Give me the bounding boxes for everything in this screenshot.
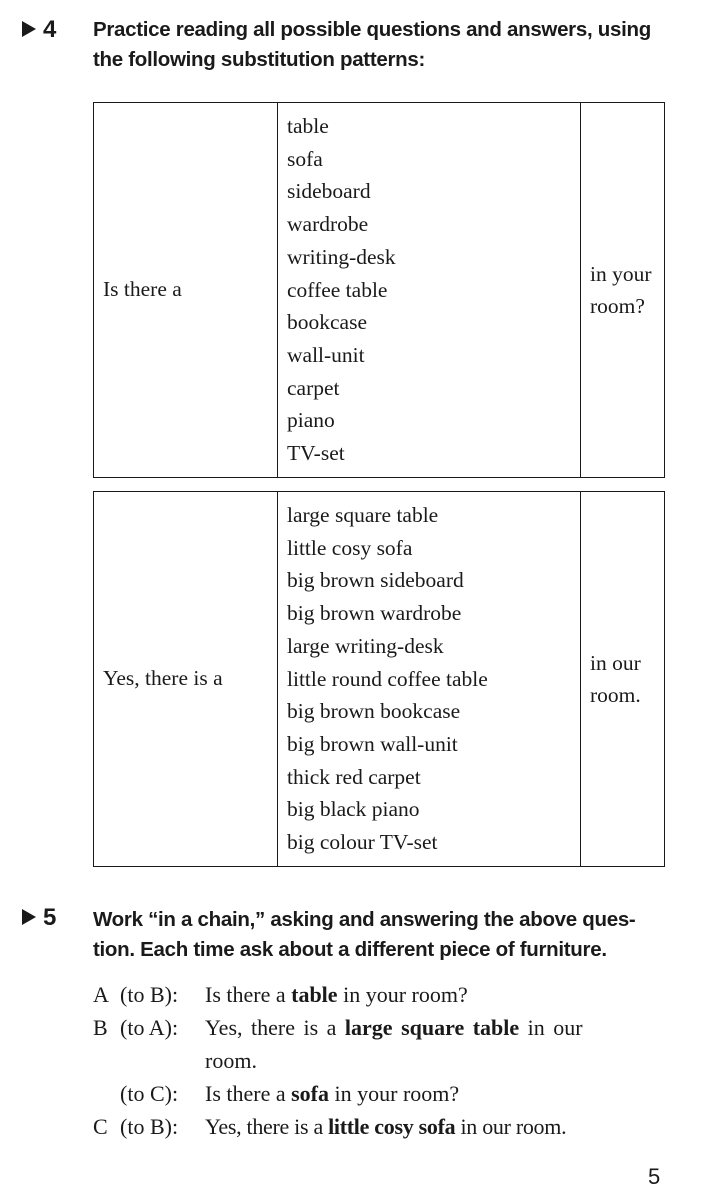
utterance-keyword: little cosy sofa — [328, 1114, 456, 1139]
utterance-keyword: sofa — [291, 1081, 330, 1106]
utterance-text: Yes, there is a — [205, 1114, 329, 1139]
furniture-option: wardrobe — [287, 212, 369, 237]
furniture-description-option: little round coffee table — [287, 666, 488, 691]
utterance-text: in your room? — [329, 1081, 460, 1106]
furniture-option: carpet — [287, 375, 340, 400]
dialogue-speaker: C — [93, 1114, 108, 1139]
question-lead: Is there a — [103, 277, 182, 302]
utterance-text: Is there a — [205, 1081, 292, 1106]
utterance-text: in our — [519, 1015, 583, 1040]
utterance-text: in our room. — [455, 1114, 567, 1139]
dialogue-utterance — [205, 978, 468, 1011]
answer-tail-line: room. — [590, 682, 641, 707]
furniture-option: wall-unit — [287, 342, 365, 367]
utterance-continuation: room. — [205, 1048, 257, 1073]
arrow-marker-icon — [22, 909, 36, 925]
furniture-option: sofa — [287, 146, 323, 171]
furniture-description-option: large writing-desk — [287, 633, 444, 658]
furniture-option: sideboard — [287, 179, 371, 204]
exercise-5-instruction-line: tion. Each time ask about a different piece of furniture. — [93, 938, 607, 961]
furniture-option: table — [287, 114, 329, 138]
question-options-cell — [278, 103, 581, 478]
furniture-description-option: big black piano — [287, 797, 420, 822]
answer-tail-cell — [581, 492, 665, 867]
utterance-text: Is there a — [205, 982, 292, 1007]
answer-lead-cell — [94, 492, 278, 867]
furniture-description-option: big colour TV-set — [287, 830, 438, 855]
dialogue-utterance — [205, 1011, 583, 1044]
answer-substitution-table — [93, 491, 665, 867]
dialogue-utterance — [205, 1077, 459, 1110]
answer-tail-line: in our — [590, 650, 641, 675]
dialogue-addressee: (to B): — [120, 1114, 179, 1139]
furniture-option: coffee table — [287, 277, 388, 302]
dialogue-line — [93, 978, 673, 1011]
dialogue-line — [93, 1110, 673, 1143]
exercise-4-instruction-line: the following substitution patterns: — [93, 48, 425, 71]
dialogue-addressee: (to A): — [120, 1015, 179, 1040]
furniture-description-option: big brown wall-unit — [287, 731, 458, 756]
question-tail-cell — [581, 103, 665, 478]
exercise-4-instruction — [93, 15, 683, 75]
exercise-5-instruction — [93, 905, 683, 965]
dialogue-line — [93, 1011, 673, 1044]
exercise-4-marker — [22, 15, 56, 45]
question-substitution-table — [93, 102, 665, 478]
dialogue-speaker: A — [93, 982, 109, 1007]
furniture-description-option: big brown sideboard — [287, 568, 464, 593]
dialogue-line-continuation — [93, 1044, 673, 1077]
furniture-description-option: big brown wardrobe — [287, 601, 462, 626]
question-lead-cell — [94, 103, 278, 478]
furniture-description-option: thick red carpet — [287, 764, 421, 789]
arrow-marker-icon — [22, 21, 36, 37]
exercise-4-number: 4 — [43, 16, 57, 43]
furniture-option: piano — [287, 408, 335, 433]
dialogue-line — [93, 1077, 673, 1110]
answer-options-cell — [278, 492, 581, 867]
question-tail-line: room? — [590, 293, 645, 318]
example-dialogue — [93, 978, 673, 1143]
dialogue-utterance — [205, 1110, 566, 1143]
furniture-option: TV-set — [287, 441, 345, 466]
furniture-description-option: large square table — [287, 503, 439, 527]
exercise-4-instruction-line: Practice reading all possible questions and answers, using — [93, 18, 651, 41]
page-number: 5 — [648, 1164, 661, 1189]
utterance-keyword: large square table — [344, 1015, 520, 1040]
utterance-text: in your room? — [337, 982, 468, 1007]
exercise-5-number: 5 — [43, 904, 57, 931]
utterance-text: Yes, there is a — [205, 1015, 345, 1040]
exercise-5-marker — [22, 903, 56, 933]
furniture-description-option: little cosy sofa — [287, 535, 413, 560]
answer-lead: Yes, there is a — [103, 666, 223, 691]
furniture-option: writing-desk — [287, 244, 396, 269]
question-tail-line: in your — [590, 261, 652, 286]
utterance-keyword: table — [291, 982, 338, 1007]
dialogue-addressee: (to B): — [120, 982, 179, 1007]
furniture-option: bookcase — [287, 310, 367, 335]
dialogue-speaker: B — [93, 1015, 108, 1040]
furniture-description-option: big brown bookcase — [287, 699, 461, 724]
exercise-5-instruction-line: Work “in a chain,” asking and answering the above ques- — [93, 908, 636, 931]
dialogue-addressee: (to C): — [120, 1081, 179, 1106]
